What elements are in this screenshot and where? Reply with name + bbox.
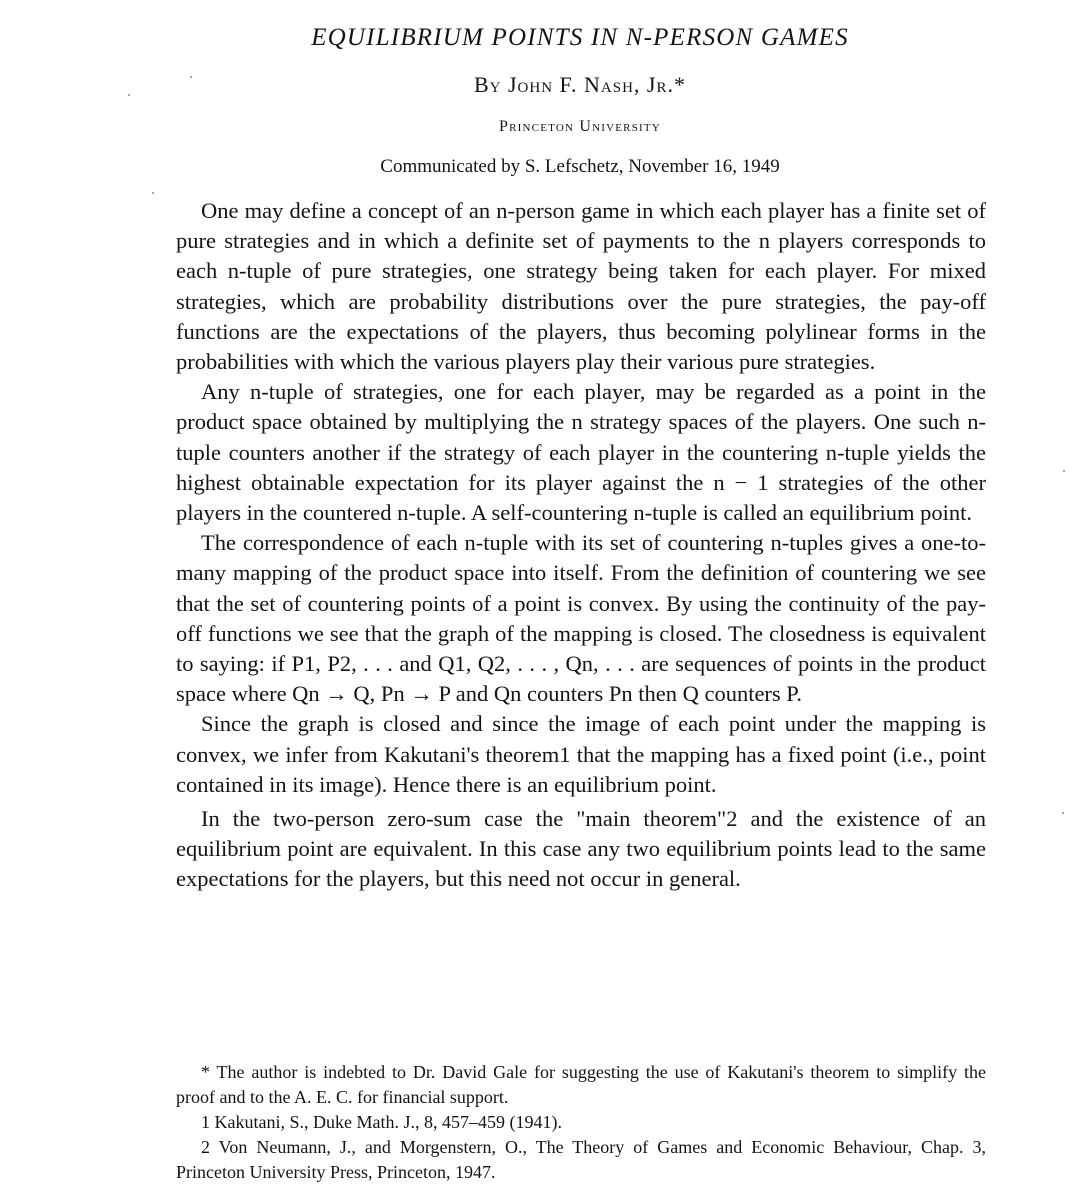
footnote-author: * The author is indebted to Dr. David Gale for suggesting the use of Kakutani's theorem to simplify the proof and to the A. E. C. for financial support. xyxy=(176,1062,986,1107)
scan-speck xyxy=(152,192,154,194)
footnotes xyxy=(176,1060,986,1185)
scan-speck xyxy=(1063,470,1065,472)
paragraph-1: One may define a concept of an n-person game in which each player has a finite set of pure strategies and in which a definite set of payments to the n players corresponds to each n-tuple of pure strategies, one strategy being taken for each player. For mixed strategies, which are probability distributions over the pure strategies, the pay-off functions are the expectations of the players, thus becoming polylinear forms in the probabilities with which the various players play their various pure strategies. xyxy=(176,198,986,375)
affiliation: Princeton University xyxy=(499,118,661,135)
communicated-line: Communicated by S. Lefschetz, November 16, 1949 xyxy=(380,156,780,177)
paper-body xyxy=(176,196,986,895)
footnote-1: 1 Kakutani, S., Duke Math. J., 8, 457–459 (1941). xyxy=(201,1112,562,1132)
paragraph-2: Any n-tuple of strategies, one for each player, may be regarded as a point in the product space obtained by multiplying the n strategy spaces of the players. One such n-tuple counters another if the strategy of each player in the countering n-tuple yields the highest obtainable expectation for its player against the n − 1 strategies of the other players in the countered n-tuple. A self-countering n-tuple is called an equilibrium point. xyxy=(176,379,986,526)
scan-speck xyxy=(128,94,130,96)
author-line: By John F. Nash, Jr.* xyxy=(473,72,686,97)
footnote-2: 2 Von Neumann, J., and Morgenstern, O., The Theory of Games and Economic Behaviour, Chap. 3, Princeton University Press, Princeton, 1947. xyxy=(176,1137,986,1182)
scan-speck xyxy=(190,76,192,78)
paragraph-5: In the two-person zero-sum case the "main theorem"2 and the existence of an equilibrium point are equivalent. In this case any two equilibrium points lead to the same expectations for the players, but this need not occur in general. xyxy=(176,806,986,892)
paragraph-4: Since the graph is closed and since the image of each point under the mapping is convex, we infer from Kakutani's theorem1 that the mapping has a fixed point (i.e., point contained in its image). Hence there is an equilibrium point. xyxy=(176,711,986,797)
paper-title: EQUILIBRIUM POINTS IN N-PERSON GAMES xyxy=(311,24,849,51)
scan-speck xyxy=(1062,812,1064,814)
paragraph-3: The correspondence of each n-tuple with its set of countering n-tuples gives a one-to-many mapping of the product space into itself. From the definition of countering we see that the set of countering points of a point is convex. By using the continuity of the pay-off functions we see that the graph of the mapping is closed. The closedness is equivalent to saying: if P1, P2, . . . and Q1, Q2, . . . , Qn, . . . are sequences of points in the product space where Qn → Q, Pn → P and Qn counters Pn then Q counters P. xyxy=(176,530,986,707)
